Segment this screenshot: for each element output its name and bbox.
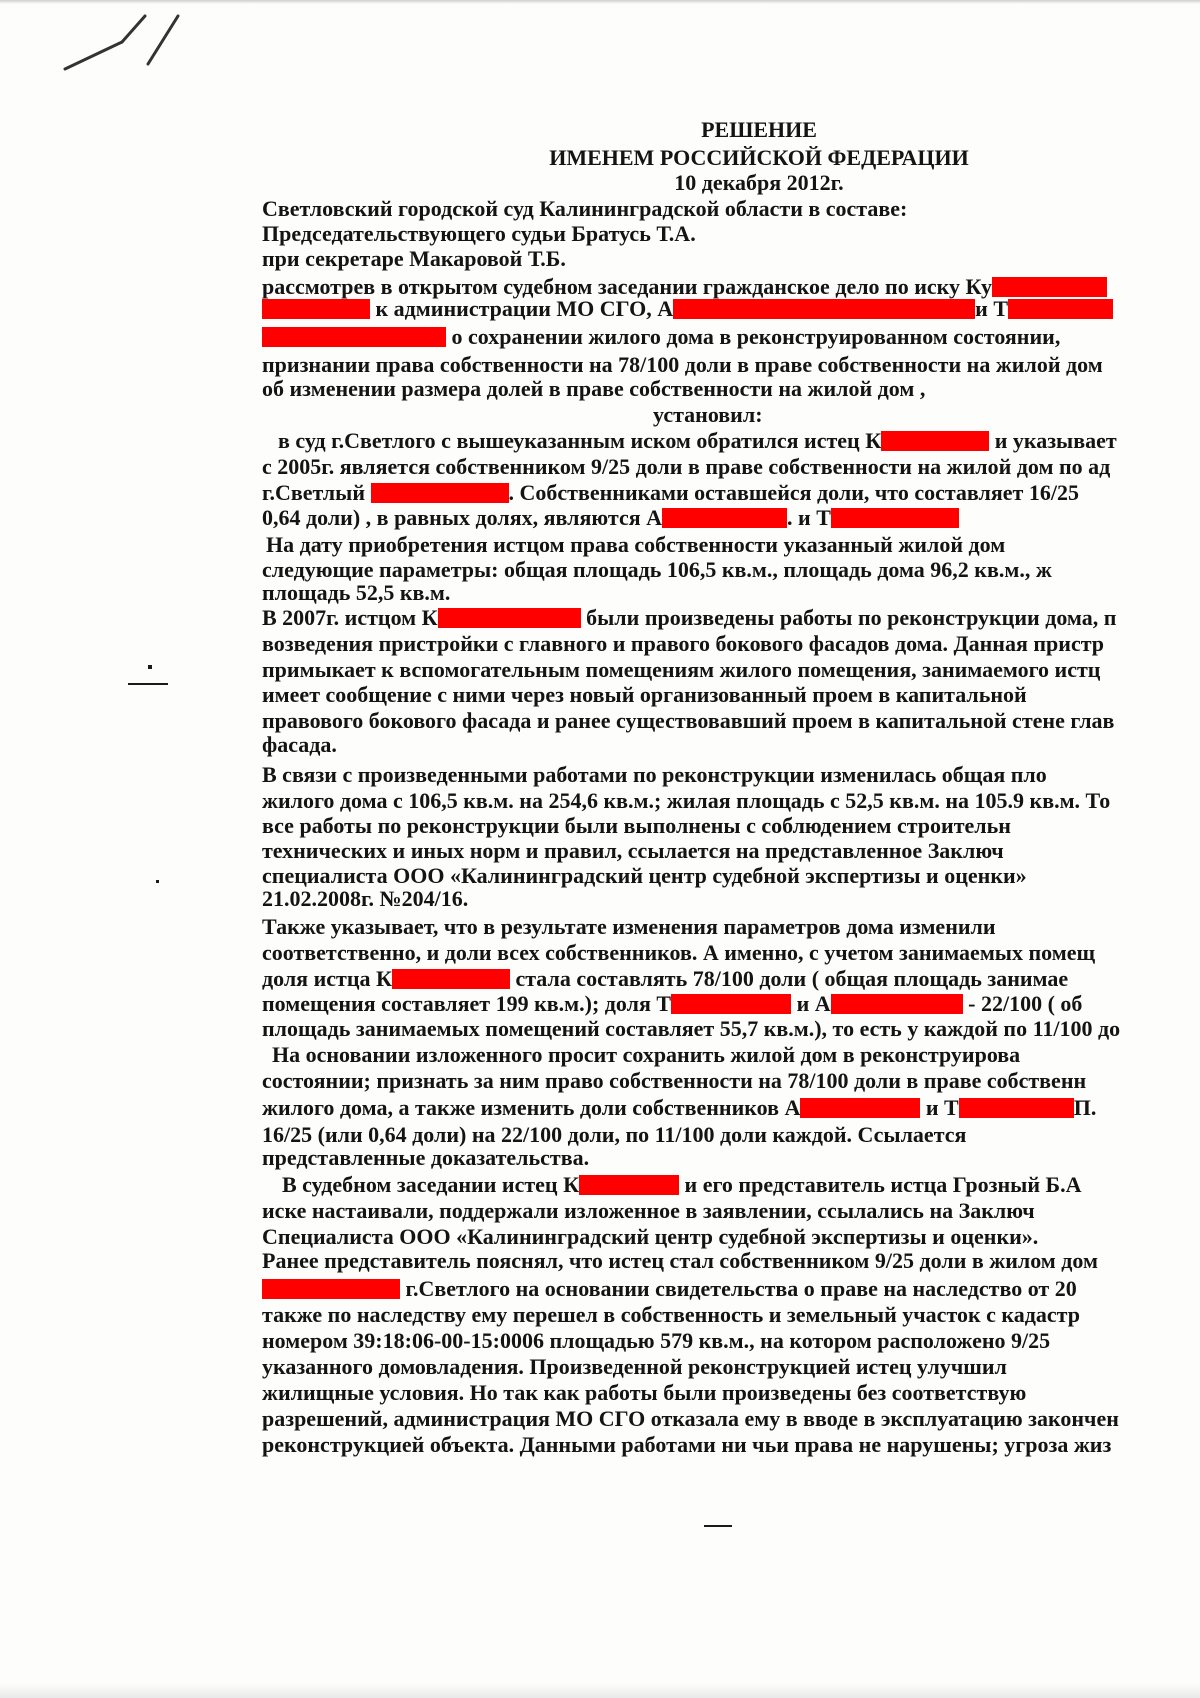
text-line: примыкает к вспомогательным помещениям жилого помещения, занимаемого истц	[262, 657, 1101, 682]
text-line: рассмотрев в открытом судебном заседании гражданское дело по иску Ку	[262, 274, 1107, 300]
redaction-bar	[992, 277, 1107, 297]
text-line: Светловский городской суд Калининградской области в составе:	[262, 196, 908, 221]
text-line: жилищные условия. Но так как работы были произведены без соответствую	[262, 1380, 1027, 1405]
text-line: фасада.	[262, 732, 337, 757]
text-line: Ранее представитель пояснял, что истец стал собственником 9/25 доли в жилом дом	[262, 1248, 1098, 1273]
text-line: жилого дома с 106,5 кв.м. на 254,6 кв.м.; жилая площадь с 52,5 кв.м. на 105.9 кв.м. То	[262, 788, 1111, 813]
text-line: площадь занимаемых помещений составляет 55,7 кв.м.), то есть у каждой по 11/100 до	[262, 1016, 1121, 1041]
text-line: представленные доказательства.	[262, 1145, 590, 1170]
text-line: доля истца К стала составлять 78/100 доли ( общая площадь занимае	[262, 966, 1069, 991]
text-line: также по наследству ему перешел в собственность и земельный участок с кадастр	[262, 1302, 1080, 1327]
redaction-bar	[392, 969, 510, 989]
text-line: о сохранении жилого дома в реконструированном состоянии,	[262, 324, 1060, 350]
text-line: 0,64 доли) , в равных долях, являются А . и Т	[262, 505, 959, 531]
redaction-bar	[831, 994, 963, 1014]
text-line: г.Светлый . Собственниками оставшейся доли, что составляет 16/25	[262, 480, 1079, 505]
text-line: об изменении размера долей в праве собственности на жилой дом ,	[262, 376, 926, 401]
text-line: признании права собственности на 78/100 доли в праве собственности на жилой дом	[262, 352, 1103, 377]
handwritten-slash-mark	[60, 14, 190, 74]
text-line: к администрации МО СГО, А и Т	[262, 296, 1113, 322]
text-line: все работы по реконструкции были выполнены с соблюдением строительн	[262, 813, 1011, 838]
redaction-bar	[1008, 299, 1113, 319]
redaction-bar	[831, 508, 959, 528]
section-heading: установил:	[653, 402, 763, 427]
text-line: помещения составляет 199 кв.м.); доля Т и А - 22/100 ( об	[262, 991, 1083, 1016]
text-line: 16/25 (или 0,64 доли) на 22/100 доли, по 11/100 доли каждой. Ссылается	[262, 1122, 967, 1147]
redaction-bar	[662, 508, 787, 528]
text-line: Председательствующего судьи Братусь Т.А.	[262, 221, 696, 246]
redaction-bar	[881, 431, 989, 451]
scan-artifact-dot	[156, 880, 159, 883]
text-line: В 2007г. истцом К были произведены работы по реконструкции дома, п	[262, 605, 1117, 630]
document-date: 10 декабря 2012г.	[674, 170, 844, 195]
redaction-bar	[438, 608, 581, 628]
text-line: специалиста ООО «Калининградский центр судебной экспертизы и оценки»	[262, 863, 1027, 888]
text-line: возведения пристройки с главного и правого бокового фасадов дома. Данная пристр	[262, 631, 1105, 656]
text-line: имеет сообщение с ними через новый организованный проем в капитальной	[262, 682, 1027, 707]
text-line: при секретаре Макаровой Т.Б.	[262, 246, 566, 271]
scan-artifact-dash	[128, 683, 168, 685]
text-line: состоянии; признать за ним право собственности на 78/100 доли в праве собственн	[262, 1068, 1087, 1093]
redaction-bar	[671, 994, 791, 1014]
text-line: На основании изложенного просит сохранить жилой дом в реконструирова	[272, 1042, 1021, 1067]
text-line: площадь 52,5 кв.м.	[262, 580, 451, 605]
text-line: номером 39:18:06-00-15:0006 площадью 579 кв.м., на котором расположено 9/25	[262, 1328, 1051, 1353]
text-line: соответственно, и доли всех собственников. А именно, с учетом занимаемых помещ	[262, 940, 1096, 965]
text-line: иске настаивали, поддержали изложенное в заявлении, ссылались на Заключ	[262, 1198, 1035, 1223]
text-line: В связи с произведенными работами по реконструкции изменилась общая пло	[262, 762, 1047, 787]
document-title: РЕШЕНИЕ	[701, 117, 817, 142]
redaction-bar	[371, 483, 509, 503]
redaction-bar	[579, 1175, 679, 1195]
text-line: Также указывает, что в результате изменения параметров дома изменили	[262, 914, 996, 939]
redaction-bar	[800, 1098, 920, 1118]
text-line: указанного домовладения. Произведенной реконструкцией истец улучшил	[262, 1354, 1007, 1379]
redaction-bar	[262, 327, 446, 347]
redaction-bar	[959, 1098, 1074, 1118]
redaction-bar	[262, 1279, 400, 1299]
text-line: следующие параметры: общая площадь 106,5 кв.м., площадь дома 96,2 кв.м., ж	[262, 557, 1052, 582]
redaction-bar	[673, 299, 975, 319]
scan-artifact-dot	[148, 665, 152, 669]
text-line: правового бокового фасада и ранее существовавший проем в капитальной стене глав	[262, 708, 1115, 733]
text-line: В судебном заседании истец К и его представитель истца Грозный Б.А	[282, 1172, 1082, 1197]
text-line: в суд г.Светлого с вышеуказанным иском обратился истец К и указывает	[278, 428, 1117, 453]
text-line: На дату приобретения истцом права собственности указанный жилой дом	[266, 532, 1006, 557]
text-line: разрешений, администрация МО СГО отказала ему в вводе в эксплуатацию закончен	[262, 1406, 1119, 1431]
text-line: технических и иных норм и правил, ссылается на представленное Заключ	[262, 838, 1004, 863]
text-line: реконструкцией объекта. Данными работами ни чьи права не нарушены; угроза жиз	[262, 1432, 1112, 1457]
text-line: жилого дома, а также изменить доли собственников А и Т П.	[262, 1095, 1097, 1120]
text-line: с 2005г. является собственником 9/25 доли в праве собственности на жилой дом по ад	[262, 454, 1111, 479]
scan-edge-top	[0, 0, 1200, 4]
text-line: г.Светлого на основании свидетельства о праве на наследство от 20	[262, 1276, 1077, 1302]
scan-artifact-dash	[704, 1525, 732, 1527]
document-subtitle: ИМЕНЕМ РОССИЙСКОЙ ФЕДЕРАЦИИ	[549, 145, 969, 170]
redaction-bar	[262, 299, 370, 319]
scan-edge-bottom	[0, 1683, 1200, 1698]
text-line: Специалиста ООО «Калининградский центр судебной экспертизы и оценки».	[262, 1224, 1039, 1249]
text-line: 21.02.2008г. №204/16.	[262, 886, 469, 911]
